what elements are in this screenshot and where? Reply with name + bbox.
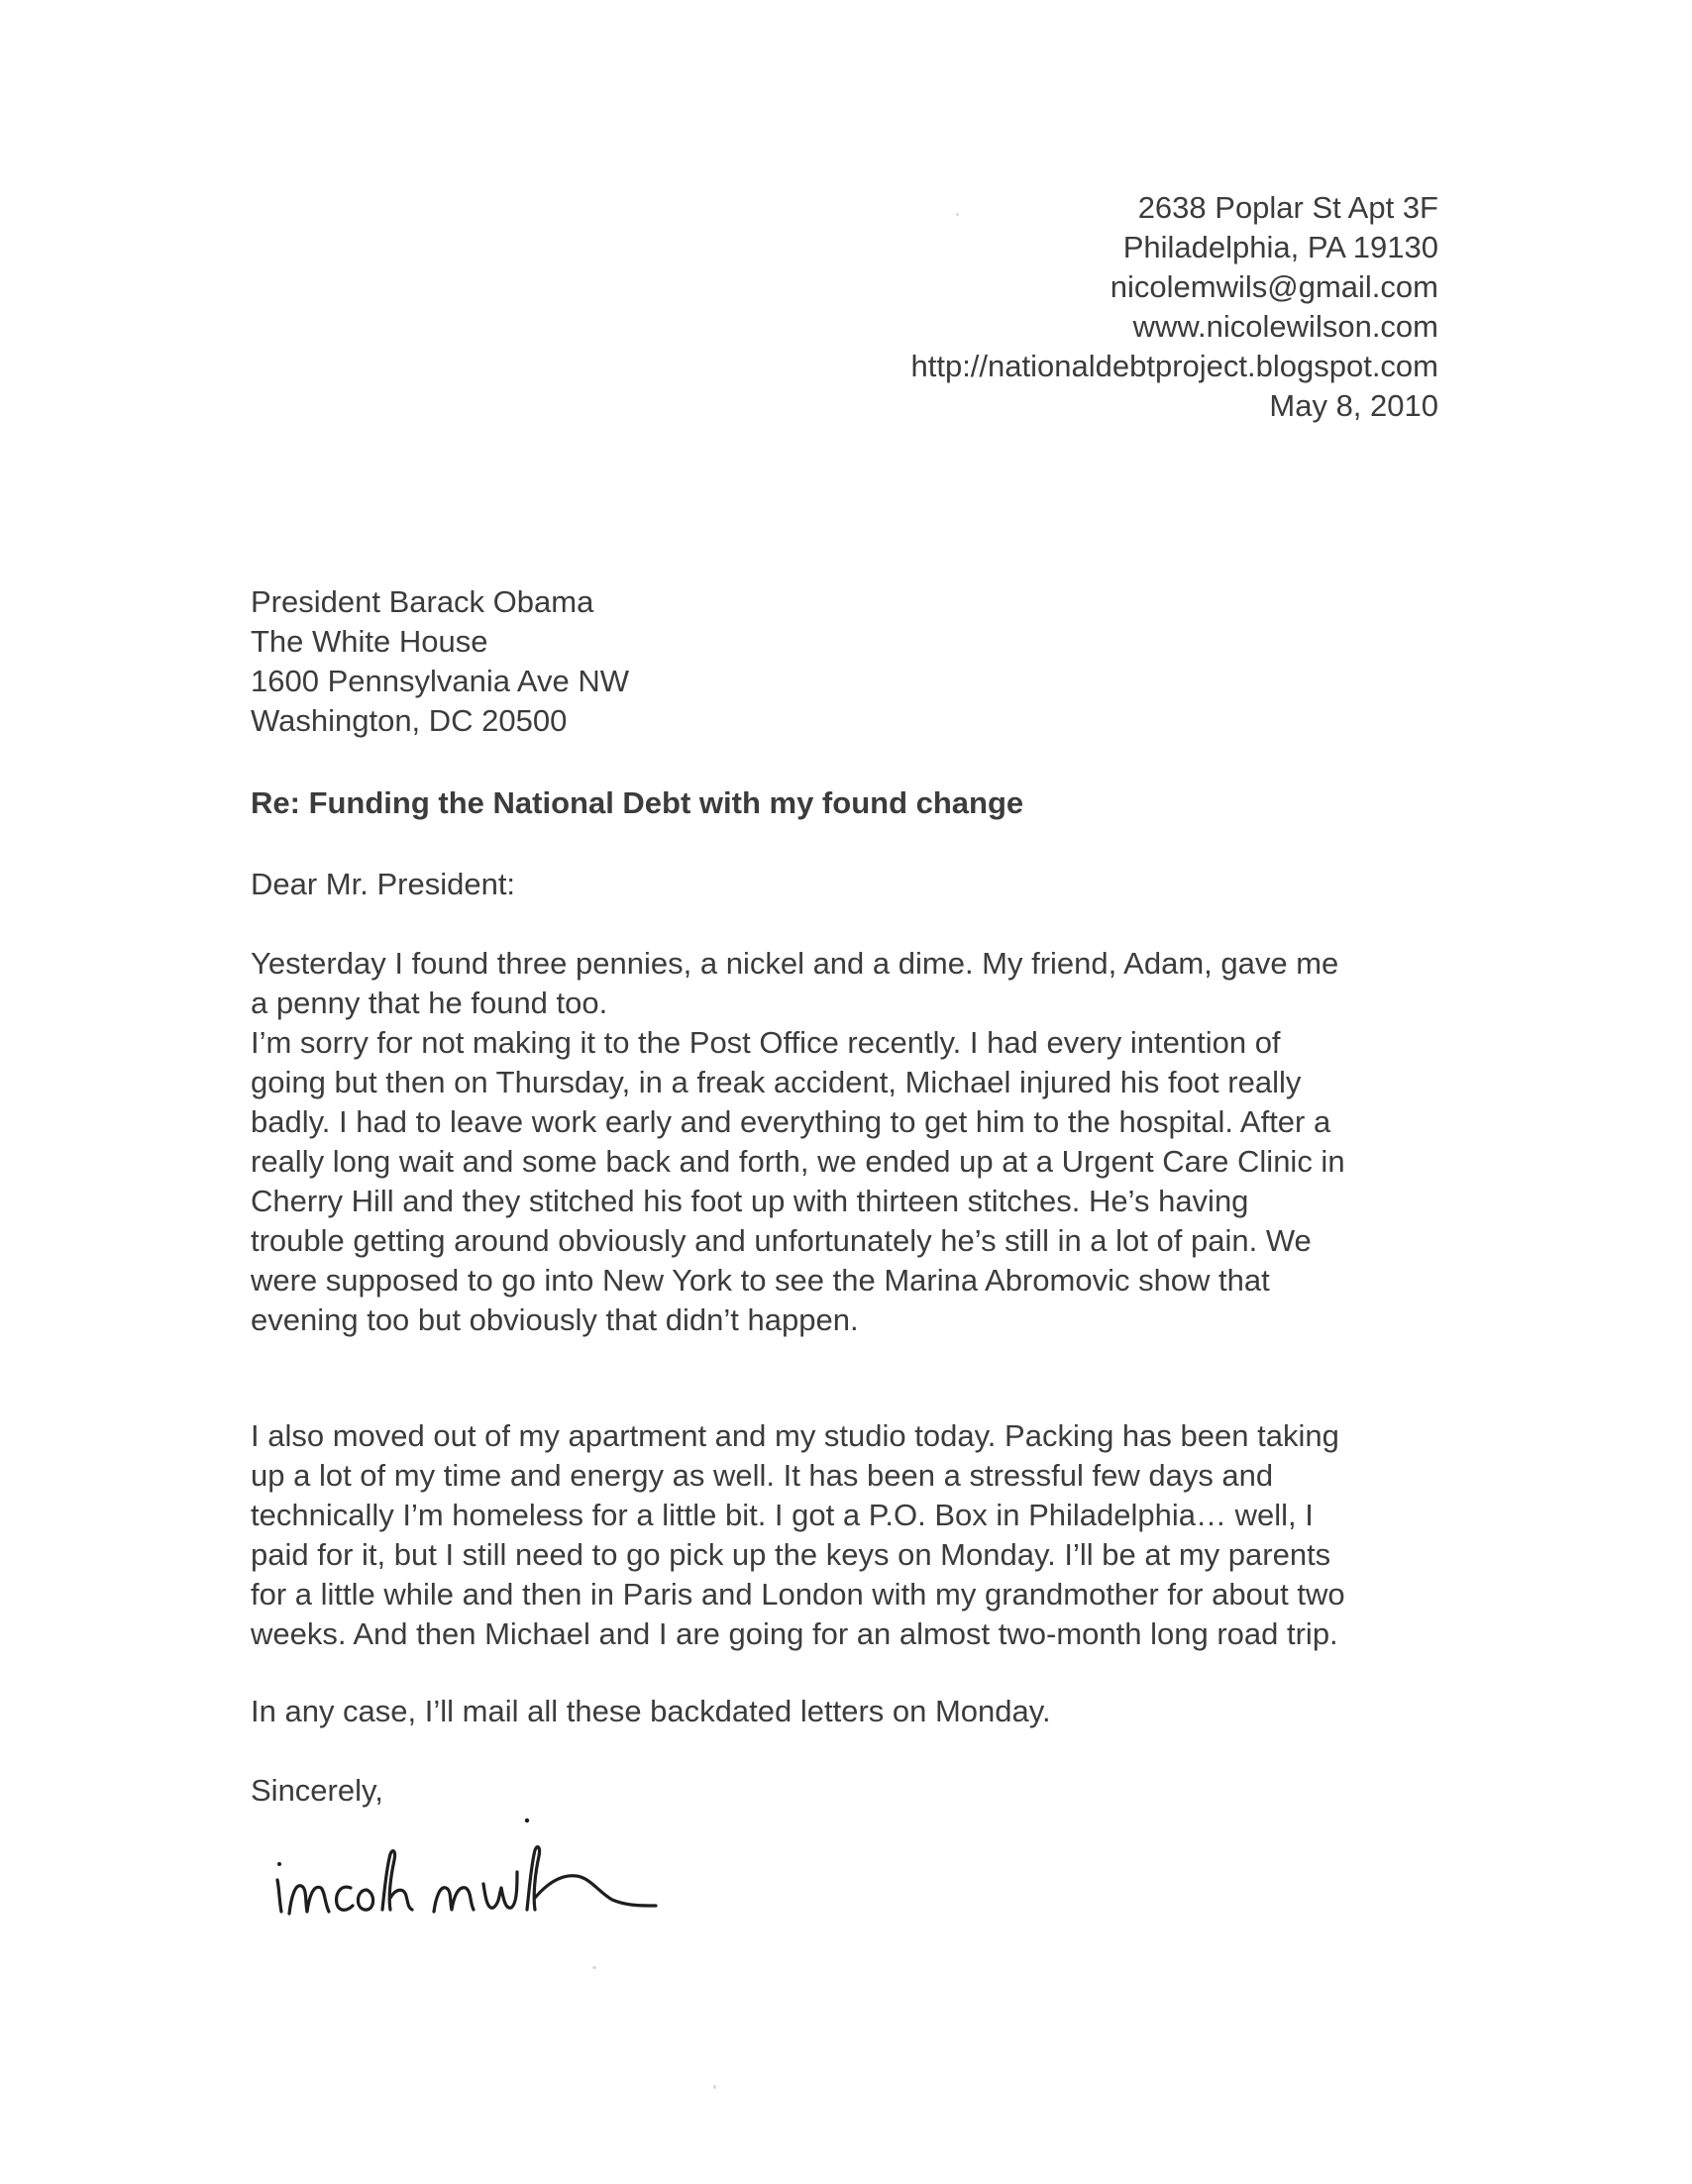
paragraph-line: evening too but obviously that didn’t happen. xyxy=(251,1302,859,1337)
recipient-name: President Barack Obama xyxy=(251,584,594,619)
subject-line: Re: Funding the National Debt with my found change xyxy=(251,785,1024,820)
sender-street: 2638 Poplar St Apt 3F xyxy=(1137,190,1438,225)
paragraph-line: Cherry Hill and they stitched his foot up with thirteen stitches. He’s having xyxy=(251,1184,1249,1218)
paragraph-line: I also moved out of my apartment and my studio today. Packing has been taking xyxy=(251,1418,1339,1453)
paragraph-found-coins xyxy=(251,944,1338,1023)
paragraph-line: a penny that he found too. xyxy=(251,986,608,1020)
sender-website: www.nicolewilson.com xyxy=(1132,309,1438,344)
sender-email: nicolemwils@gmail.com xyxy=(1110,269,1438,304)
paragraph-line: trouble getting around obviously and unfortunately he’s still in a lot of pain. We xyxy=(251,1223,1312,1258)
salutation: Dear Mr. President: xyxy=(251,867,516,901)
paragraph-mailing xyxy=(251,1692,1051,1731)
recipient-organization: The White House xyxy=(251,624,488,659)
recipient-address-block xyxy=(251,582,629,741)
sender-city: Philadelphia, PA 19130 xyxy=(1122,230,1438,264)
paragraph-line: up a lot of my time and energy as well. It has been a stressful few days and xyxy=(251,1458,1274,1493)
paragraph-line: paid for it, but I still need to go pick up the keys on Monday. I’ll be at my parents xyxy=(251,1537,1331,1572)
paragraph-line: weeks. And then Michael and I are going for an almost two-month long road trip. xyxy=(251,1616,1338,1651)
scan-speck xyxy=(713,2085,716,2089)
paragraph-line: In any case, I’ll mail all these backdated letters on Monday. xyxy=(251,1694,1051,1728)
paragraph-post-office xyxy=(251,1023,1345,1340)
paragraph-line: were supposed to go into New York to see the Marina Abromovic show that xyxy=(251,1263,1270,1298)
paragraph-line: really long wait and some back and forth, we ended up at a Urgent Care Clinic in xyxy=(251,1144,1345,1179)
recipient-street: 1600 Pennsylvania Ave NW xyxy=(251,664,629,698)
paragraph-line: technically I’m homeless for a little bit. I got a P.O. Box in Philadelphia… well, I xyxy=(251,1498,1314,1532)
paragraph-line: going but then on Thursday, in a freak accident, Michael injured his foot really xyxy=(251,1065,1302,1099)
scan-speck xyxy=(592,1966,596,1969)
scan-speck xyxy=(956,213,959,216)
paragraph-line: for a little while and then in Paris and London with my grandmother for about two xyxy=(251,1577,1345,1612)
letter-date: May 8, 2010 xyxy=(1269,388,1438,423)
handwritten-signature xyxy=(267,1803,763,1931)
paragraph-line: I’m sorry for not making it to the Post Office recently. I had every intention of xyxy=(251,1025,1281,1060)
recipient-city: Washington, DC 20500 xyxy=(251,703,568,738)
closing: Sincerely, xyxy=(251,1773,383,1808)
paragraph-moving xyxy=(251,1416,1345,1654)
paragraph-line: Yesterday I found three pennies, a nickel and a dime. My friend, Adam, gave me xyxy=(251,946,1339,981)
sender-blog-url: http://nationaldebtproject.blogspot.com xyxy=(910,349,1438,383)
sender-address-block xyxy=(910,188,1438,426)
paragraph-line: badly. I had to leave work early and everything to get him to the hospital. After a xyxy=(251,1104,1331,1139)
